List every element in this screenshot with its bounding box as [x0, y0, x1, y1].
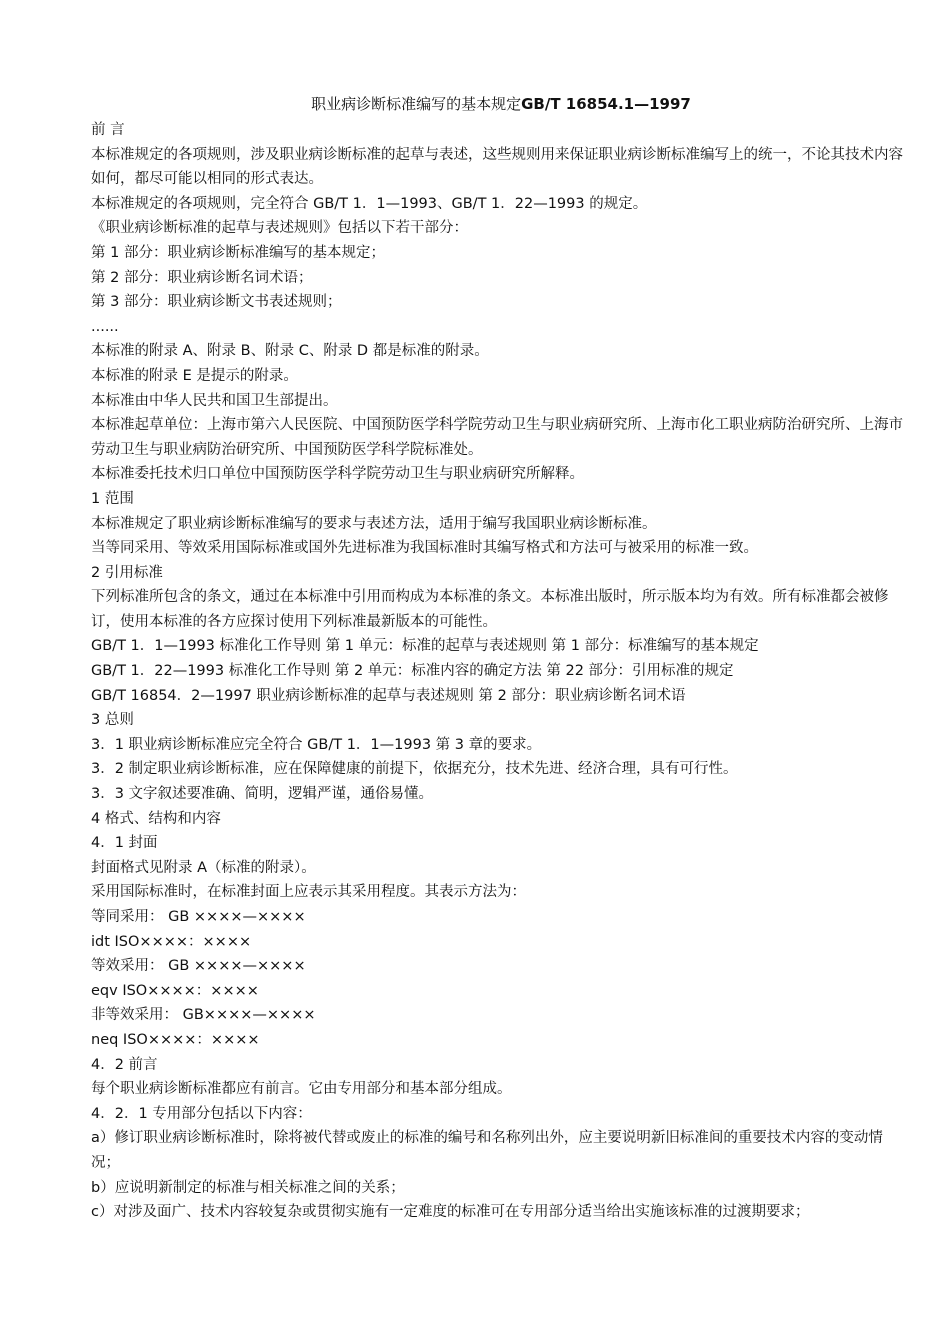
list-item: 第 2 部分：职业病诊断名词术语；	[91, 269, 313, 286]
clause: 3．3 文字叙述要准确、简明，逻辑严谨，通俗易懂。	[91, 786, 434, 803]
list-item: 第 3 部分：职业病诊断文书表述规则；	[91, 294, 342, 311]
adoption-line: neq ISO××××：××××	[91, 1031, 260, 1048]
list-item: a）修订职业病诊断标准时，除将被代替或废止的标准的编号和名称列出外，应主要说明新旧标准间的重要技术内容的变动情况；	[91, 1130, 883, 1171]
paragraph: 本标准的附录 A、附录 B、附录 C、附录 D 都是标准的附录。	[91, 343, 489, 360]
adoption-line: 等效采用： GB ××××—××××	[91, 958, 306, 975]
section-heading: 3 总则	[91, 712, 134, 729]
list-item: b）应说明新制定的标准与相关标准之间的关系；	[91, 1179, 405, 1196]
paragraph: 下列标准所包含的条文，通过在本标准中引用而构成为本标准的条文。本标准出版时，所示版本均为有效。所有标准都会被修订，使用本标准的各方应探讨使用下列标准最新版本的可能性。	[91, 589, 889, 630]
paragraph: 本标准规定了职业病诊断标准编写的要求与表述方法，适用于编写我国职业病诊断标准。	[91, 515, 657, 532]
adoption-line: idt ISO××××：××××	[91, 933, 252, 950]
title-code: GB/T 16854.1—1997	[521, 95, 691, 113]
clause: 3．2 制定职业病诊断标准，应在保障健康的前提下，依据充分，技术先进、经济合理，具有可行性。	[91, 761, 738, 778]
paragraph: 本标准由中华人民共和国卫生部提出。	[91, 392, 338, 409]
paragraph: 本标准的附录 E 是提示的附录。	[91, 367, 298, 384]
document-page	[91, 92, 911, 1225]
paragraph: 《职业病诊断标准的起草与表述规则》包括以下若干部分：	[91, 220, 468, 237]
paragraph: 采用国际标准时，在标准封面上应表示其采用程度。其表示方法为：	[91, 884, 526, 901]
ellipsis: ......	[91, 318, 119, 335]
heading-foreword: 前 言	[91, 122, 125, 138]
list-item: c）对涉及面广、技术内容较复杂或贯彻实施有一定难度的标准可在专用部分适当给出实施该标准的过渡期要求；	[91, 1204, 810, 1221]
paragraph: 当等同采用、等效采用国际标准或国外先进标准为我国标准时其编写格式和方法可与被采用的标准一致。	[91, 540, 758, 557]
section-heading: 2 引用标准	[91, 564, 163, 581]
section-heading: 4 格式、结构和内容	[91, 810, 221, 827]
paragraph: 每个职业病诊断标准都应有前言。它由专用部分和基本部分组成。	[91, 1081, 512, 1098]
adoption-line: eqv ISO××××：××××	[91, 982, 259, 999]
document-title	[91, 92, 911, 116]
adoption-line: 等同采用： GB ××××—××××	[91, 909, 306, 925]
title-main: 职业病诊断标准编写的基本规定	[311, 95, 522, 113]
reference-item: GB/T 1．1—1993 标准化工作导则 第 1 单元：标准的起草与表述规则 第 1 部分：标准编写的基本规定	[91, 638, 759, 655]
reference-item: GB/T 16854．2—1997 职业病诊断标准的起草与表述规则 第 2 部分：职业病诊断名词术语	[91, 687, 686, 704]
clause: 3．1 职业病诊断标准应完全符合 GB/T 1．1—1993 第 3 章的要求。	[91, 736, 542, 753]
subsection-heading: 4．1 封面	[91, 835, 158, 852]
paragraph: 本标准规定的各项规则，完全符合 GB/T 1．1—1993、GB/T 1．22—1993 的规定。	[91, 195, 648, 212]
reference-item: GB/T 1．22—1993 标准化工作导则 第 2 单元：标准内容的确定方法 第 22 部分：引用标准的规定	[91, 663, 734, 680]
subsection-heading: 4．2 前言	[91, 1056, 158, 1073]
paragraph: 封面格式见附录 A（标准的附录）。	[91, 859, 316, 876]
clause: 4．2．1 专用部分包括以下内容：	[91, 1105, 312, 1122]
list-item: 第 1 部分：职业病诊断标准编写的基本规定；	[91, 244, 385, 261]
paragraph: 本标准起草单位：上海市第六人民医院、中国预防医学科学院劳动卫生与职业病研究所、上海市化工职业病防治研究所、上海市劳动卫生与职业病防治研究所、中国预防医学科学院标准处。	[91, 417, 903, 458]
section-heading: 1 范围	[91, 490, 134, 507]
paragraph: 本标准规定的各项规则，涉及职业病诊断标准的起草与表述，这些规则用来保证职业病诊断标准编写上的统一，不论其技术内容如何，都尽可能以相同的形式表达。	[91, 146, 903, 188]
paragraph: 本标准委托技术归口单位中国预防医学科学院劳动卫生与职业病研究所解释。	[91, 466, 584, 483]
adoption-line: 非等效采用： GB××××—××××	[91, 1007, 316, 1024]
